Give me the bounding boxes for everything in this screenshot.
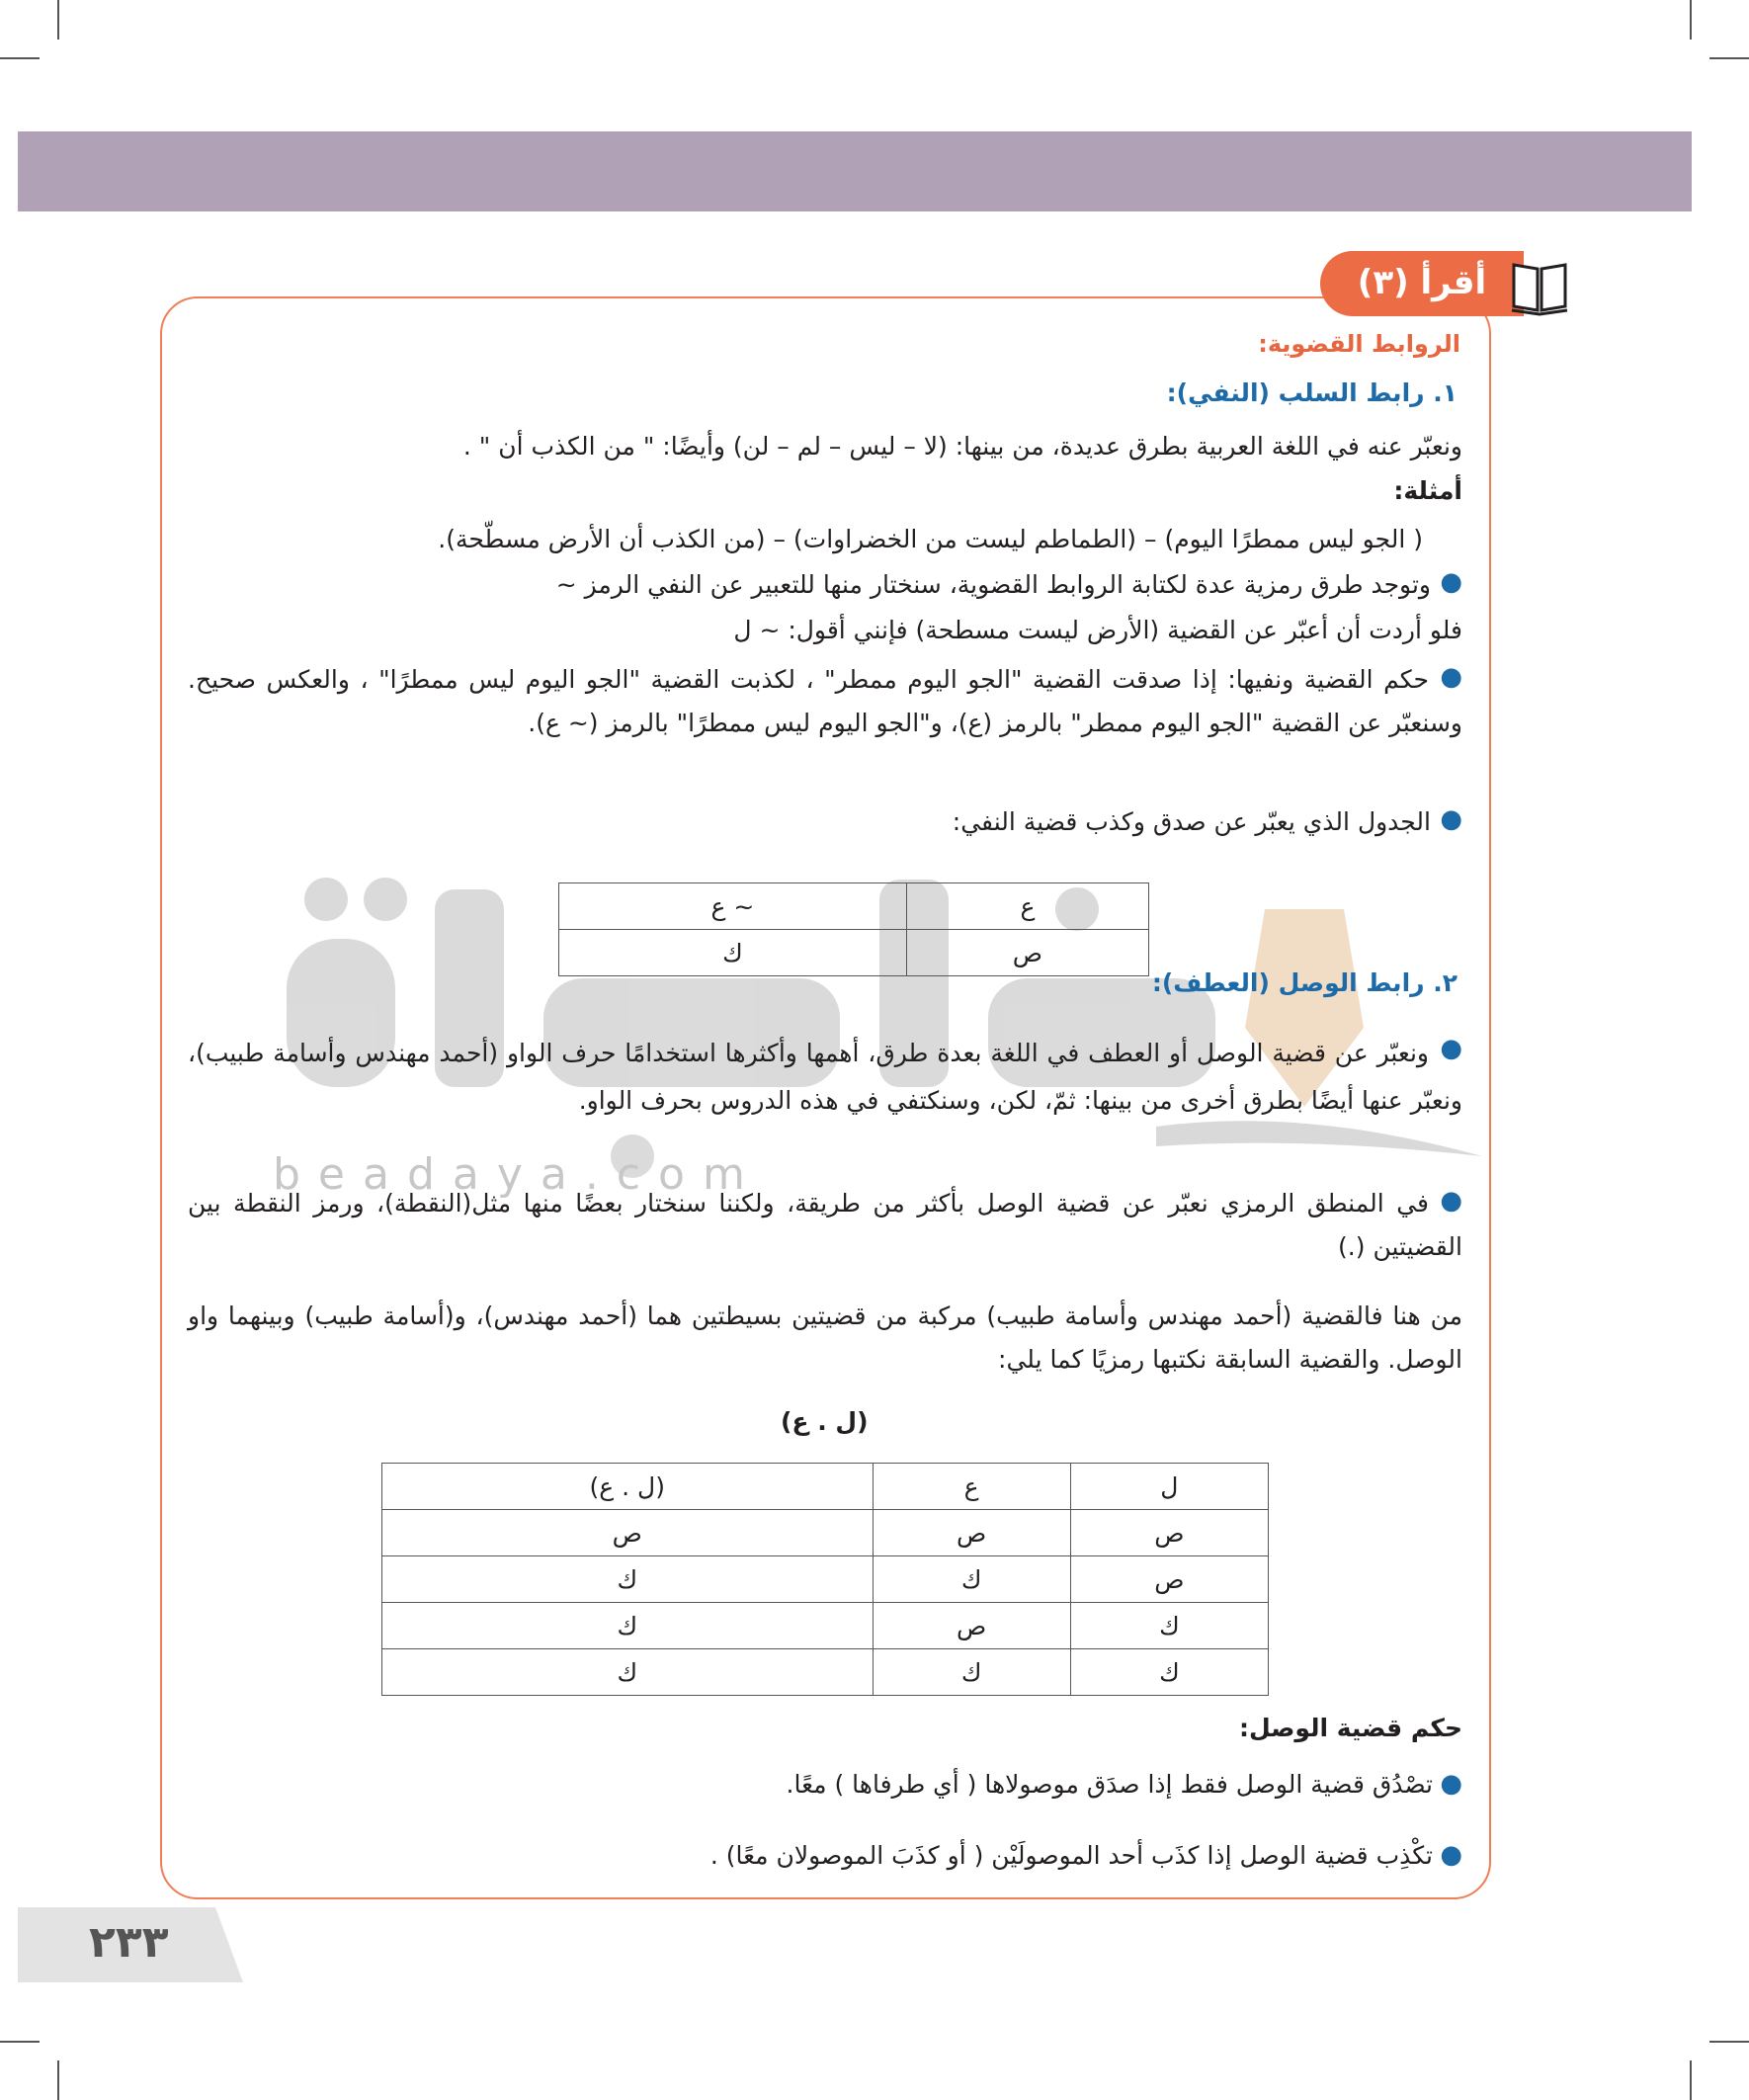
conjunction-rule-title: حكم قضية الوصل: [1238, 1714, 1462, 1742]
table-cell: ك [873, 1556, 1070, 1603]
crop-mark [0, 57, 40, 59]
table-cell: ص [1070, 1510, 1268, 1556]
table-header-cell: ع [873, 1464, 1070, 1510]
bullet-icon: ● [1440, 804, 1462, 834]
crop-mark [1709, 57, 1749, 59]
page-number: ٢٣٣ [89, 1917, 169, 1968]
crop-mark [1690, 0, 1692, 40]
header-band [18, 131, 1692, 211]
examples-line: ( الجو ليس ممطرًا اليوم) – (الطماطم ليست من الخضراوات) – (من الكذب أن الأرض مسطّحة). [438, 525, 1423, 553]
table-row [382, 1510, 1269, 1556]
conjunction-paragraph: من هنا فالقضية (أحمد مهندس وأسامة طبيب) مركبة من قضيتين بسيطتين هما (أحمد مهندس)، و(أسامة طبيب) وبينهما واو الوصل. والقضية السابقة نكتبها رمزيًا كما يلي: [188, 1302, 1462, 1374]
table-header-cell: ع [906, 883, 1148, 930]
section-title: الروابط القضوية: [1258, 330, 1460, 358]
bullet-icon: ● [1440, 1769, 1462, 1799]
negation-truth-table [558, 882, 1149, 976]
crop-mark [57, 2060, 59, 2100]
table-row [382, 1556, 1269, 1603]
table-row [559, 883, 1149, 930]
conjunction-text-2: في المنطق الرمزي نعبّر عن قضية الوصل بأكثر من طريقة، ولكننا سنختار بعضًا منها مثل(النقطة)، ورمز النقطة بين القضيتين (.) [188, 1189, 1462, 1261]
watermark-text: beadaya.com [273, 1149, 763, 1200]
negation-example-text: فلو أردت أن أعبّر عن القضية (الأرض ليست مسطحة) فإنني أقول: ~ ل [733, 616, 1462, 644]
conjunction-heading: ٢. رابط الوصل (العطف): [1151, 968, 1458, 997]
table-cell: ك [382, 1649, 874, 1696]
bullet-icon: ● [1440, 1186, 1462, 1216]
table-cell: ص [1070, 1556, 1268, 1603]
table-header-cell: ل [1070, 1464, 1268, 1510]
table-row [559, 930, 1149, 976]
negation-heading: ١. رابط السلب (النفي): [1166, 378, 1458, 407]
examples-label: أمثلة: [1393, 476, 1462, 505]
conjunction-rule-2: تكْذِب قضية الوصل إذا كذَب أحد الموصولَيْن ( أو كذَبَ الموصولان معًا) . [709, 1841, 1433, 1870]
table-cell: ك [382, 1556, 874, 1603]
open-book-icon [1510, 255, 1569, 316]
crop-mark [1690, 2060, 1692, 2100]
table-cell: ص [906, 930, 1148, 976]
table-row [382, 1603, 1269, 1649]
read-section-tab: أقرأ (٣) [1320, 251, 1524, 316]
conjunction-formula: (ل . ع) [781, 1407, 869, 1436]
negation-table-intro: الجدول الذي يعبّر عن صدق وكذب قضية النفي: [952, 807, 1431, 836]
table-cell: ص [873, 1603, 1070, 1649]
table-cell: ك [559, 930, 907, 976]
table-cell: ك [1070, 1603, 1268, 1649]
table-cell: ك [1070, 1649, 1268, 1696]
negation-symbol-text: وتوجد طرق رمزية عدة لكتابة الروابط القضوية، سنختار منها للتعبير عن النفي الرمز ~ [555, 570, 1431, 599]
table-cell: ص [382, 1510, 874, 1556]
table-header-cell: ~ ع [559, 883, 907, 930]
crop-mark [1709, 2041, 1749, 2043]
negation-rule-text: حكم القضية ونفيها: إذا صدقت القضية "الجو اليوم ممطر" ، لكذبت القضية "الجو اليوم ليس ممطرًا" ، والعكس صحيح. وسنعبّر عن القضية "الجو اليوم ممطر" بالرمز (ع)، و"الجو اليوم ليس ممطرًا" بالرمز (~ ع). [188, 665, 1462, 737]
negation-intro: ونعبّر عنه في اللغة العربية بطرق عديدة، من بينها: (لا – ليس – لم – لن) وأيضًا: " من الكذب أن " . [462, 432, 1462, 461]
crop-mark [57, 0, 59, 40]
conjunction-truth-table [381, 1463, 1269, 1696]
table-row [382, 1649, 1269, 1696]
bullet-icon: ● [1440, 567, 1462, 597]
table-cell: ك [873, 1649, 1070, 1696]
bullet-icon: ● [1440, 1840, 1462, 1870]
table-cell: ك [382, 1603, 874, 1649]
table-header-cell: (ل . ع) [382, 1464, 874, 1510]
bullet-icon: ● [1440, 1034, 1462, 1063]
table-row [382, 1464, 1269, 1510]
crop-mark [0, 2041, 40, 2043]
conjunction-rule-1: تصْدُق قضية الوصل فقط إذا صدَق موصولاها ( أي طرفاها ) معًا. [786, 1770, 1433, 1799]
bullet-icon: ● [1440, 662, 1462, 692]
table-cell: ص [873, 1510, 1070, 1556]
conjunction-text-1: ونعبّر عن قضية الوصل أو العطف في اللغة بعدة طرق، أهمها وأكثرها استخدامًا حرف الواو (أحمد مهندس وأسامة طبيب)، ونعبّر عنها أيضًا بطرق أخرى من بينها: ثمّ، لكن، وسنكتفي في هذه الدروس بحرف الواو. [188, 1039, 1462, 1115]
